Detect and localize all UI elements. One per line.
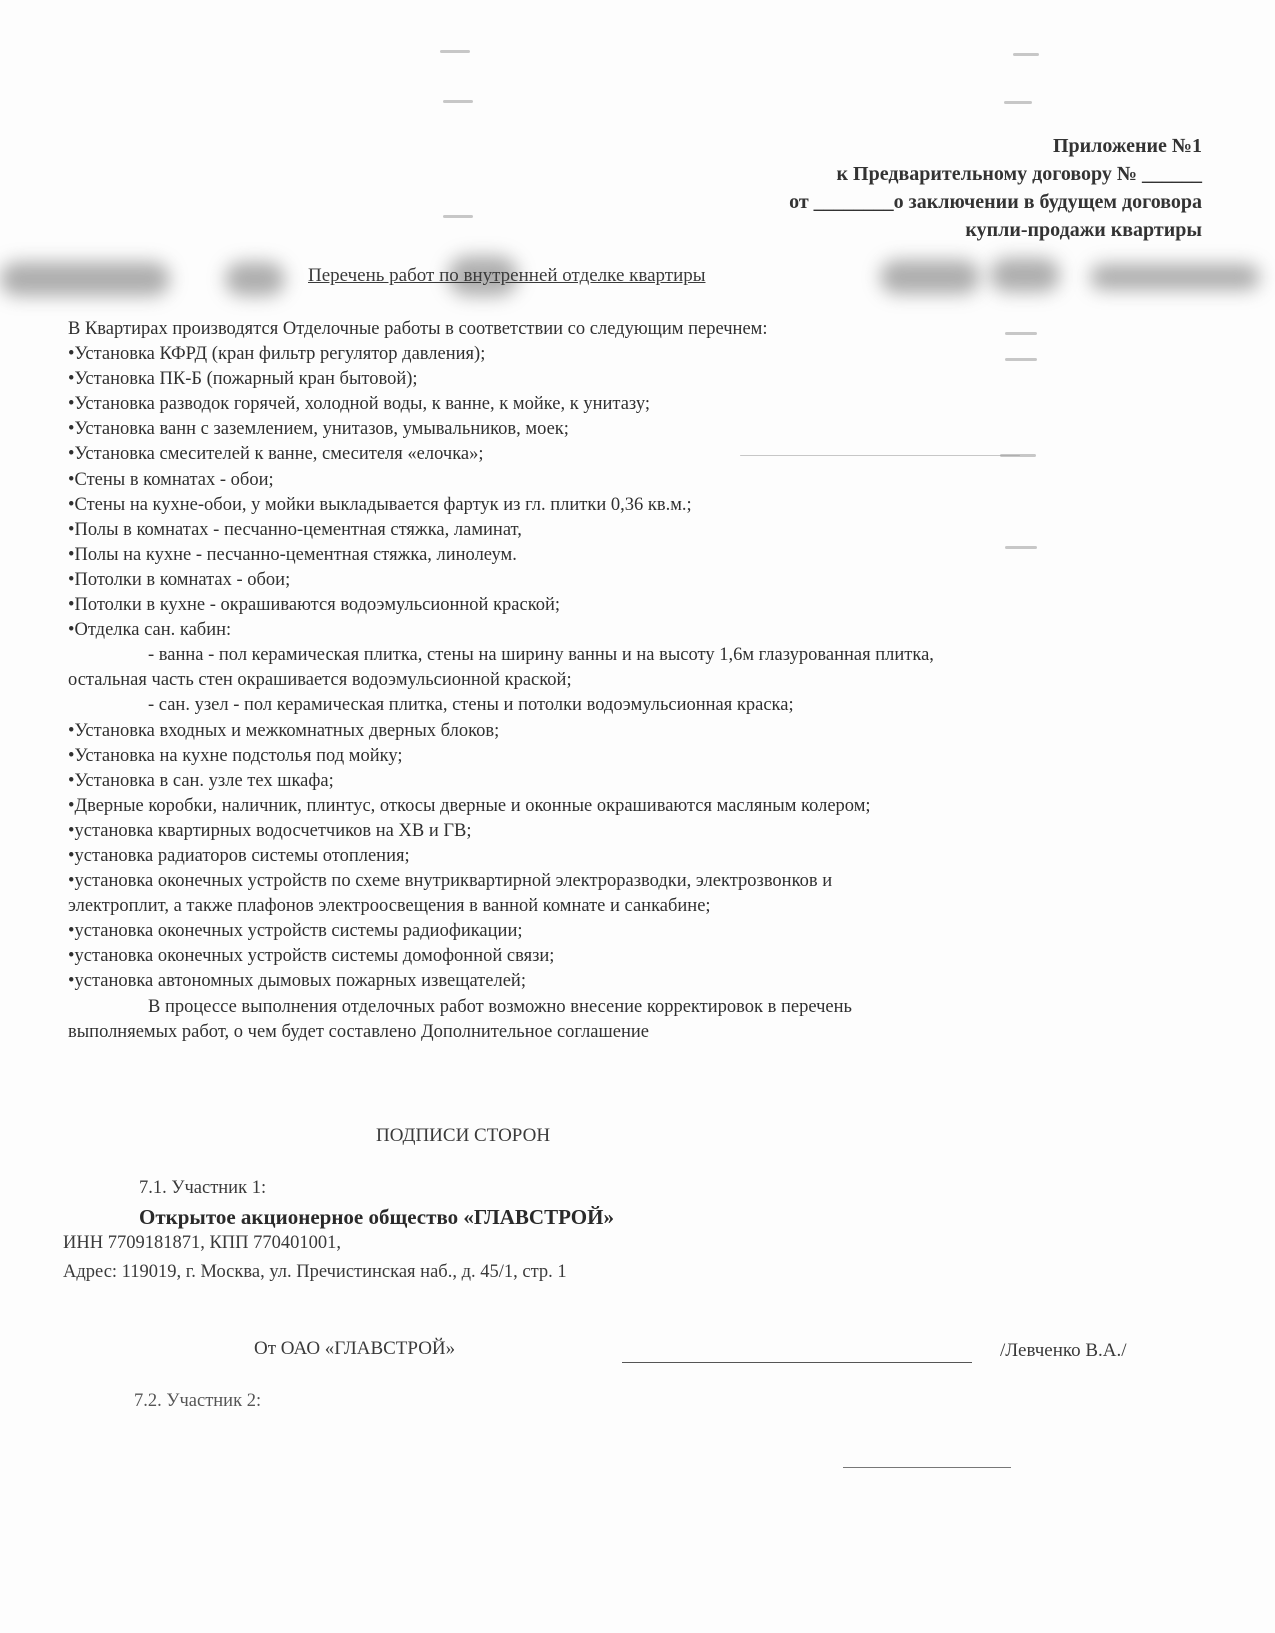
signature-line — [843, 1467, 1011, 1468]
appendix-header — [582, 132, 1202, 244]
participant-1-label: 7.1. Участник 1: — [139, 1178, 267, 1198]
closing-paragraph: В процессе выполнения отделочных работ возможно внесение корректировок в перечень — [148, 996, 852, 1017]
intro-text: В Квартирах производятся Отделочные работы в соответствии со следующим перечнем: — [68, 319, 768, 339]
list-item: •Установка разводок горячей, холодной воды, к ванне, к мойке, к унитазу; — [68, 394, 650, 415]
sub-item-wc: - сан. узел - пол керамическая плитка, стены и потолки водоэмульсионная краска; — [148, 695, 794, 716]
list-item: •Полы на кухне - песчанно-цементная стяжка, линолеум. — [68, 544, 517, 565]
list-item: •Потолки в комнатах - обои; — [68, 569, 291, 590]
works-list — [68, 317, 1196, 1045]
list-item: •Стены на кухне-обои, у мойки выкладывается фартук из гл. плитки 0,36 кв.м.; — [68, 494, 692, 515]
list-item: •Потолки в кухне - окрашиваются водоэмульсионной краской; — [68, 595, 561, 616]
list-item: •установка радиаторов системы отопления; — [68, 845, 410, 866]
list-item: •установка оконечных устройств системы радиофикации; — [68, 921, 523, 942]
scan-blur — [225, 262, 285, 296]
appendix-date: от ________о заключении в будущем договора — [789, 191, 1202, 213]
sub-item-bath: - ванна - пол керамическая плитка, стены на ширину ванны и на высоту 1,6м глазурованная плитка, — [148, 645, 934, 666]
sub-item-bath-continued: остальная часть стен окрашивается водоэмульсионной краской; — [68, 670, 572, 691]
company-inn: ИНН 7709181871, КПП 770401001, — [63, 1233, 342, 1253]
scan-artifact — [1004, 101, 1032, 104]
list-item: •Установка на кухне подстолья под мойку; — [68, 745, 403, 766]
scan-artifact — [440, 50, 470, 53]
scan-artifact — [1013, 53, 1039, 56]
list-item: •Установка в сан. узле тех шкафа; — [68, 770, 334, 791]
list-item-electro: •установка оконечных устройств по схеме внутриквартирной электроразводки, электрозвонков и — [68, 871, 833, 892]
scan-blur — [0, 262, 170, 296]
list-item: •установка автономных дымовых пожарных извещателей; — [68, 971, 526, 992]
list-item: •Дверные коробки, наличник, плинтус, откосы дверные и оконные окрашиваются масляным колером; — [68, 795, 871, 816]
list-item: •Отделка сан. кабин: — [68, 620, 232, 641]
list-item: •Установка КФРД (кран фильтр регулятор давления); — [68, 344, 486, 365]
scan-blur — [990, 258, 1060, 292]
signatory-name: /Левченко В.А./ — [1000, 1340, 1127, 1361]
signatory-org: От ОАО «ГЛАВСТРОЙ» — [254, 1338, 456, 1359]
scan-blur — [880, 260, 980, 294]
list-item: •Установка ванн с заземлением, унитазов, умывальников, моек; — [68, 419, 569, 440]
list-item: •Установка смесителей к ванне, смесителя «елочка»; — [68, 444, 484, 465]
list-item: •Стены в комнатах - обои; — [68, 469, 274, 490]
list-item: •установка оконечных устройств системы домофонной связи; — [68, 946, 555, 967]
signatures-title: ПОДПИСИ СТОРОН — [376, 1125, 551, 1146]
list-item: •установка квартирных водосчетчиков на ХВ и ГВ; — [68, 820, 472, 841]
scan-artifact — [443, 100, 473, 103]
list-item-electro-continued: электроплит, а также плафонов электроосвещения в ванной комнате и санкабине; — [68, 896, 711, 917]
appendix-contract: к Предварительному договору № ______ — [836, 163, 1202, 185]
section-title: Перечень работ по внутренней отделке квартиры — [308, 265, 706, 286]
list-item: •Полы в комнатах - песчанно-цементная стяжка, ламинат, — [68, 519, 522, 540]
list-item: •Установка ПК-Б (пожарный кран бытовой); — [68, 369, 418, 390]
closing-paragraph-continued: выполняемых работ, о чем будет составлено Дополнительное соглашение — [68, 1021, 649, 1042]
participant-2-label: 7.2. Участник 2: — [134, 1391, 262, 1411]
appendix-subject: купли-продажи квартиры — [965, 219, 1202, 241]
company-name: Открытое акционерное общество «ГЛАВСТРОЙ» — [139, 1205, 614, 1229]
appendix-number: Приложение №1 — [1052, 135, 1202, 157]
scan-blur — [1090, 264, 1260, 290]
company-address: Адрес: 119019, г. Москва, ул. Пречистинская наб., д. 45/1, стр. 1 — [63, 1262, 567, 1282]
scan-artifact — [443, 215, 473, 218]
list-item: •Установка входных и межкомнатных дверных блоков; — [68, 720, 500, 741]
signature-line — [622, 1362, 972, 1363]
